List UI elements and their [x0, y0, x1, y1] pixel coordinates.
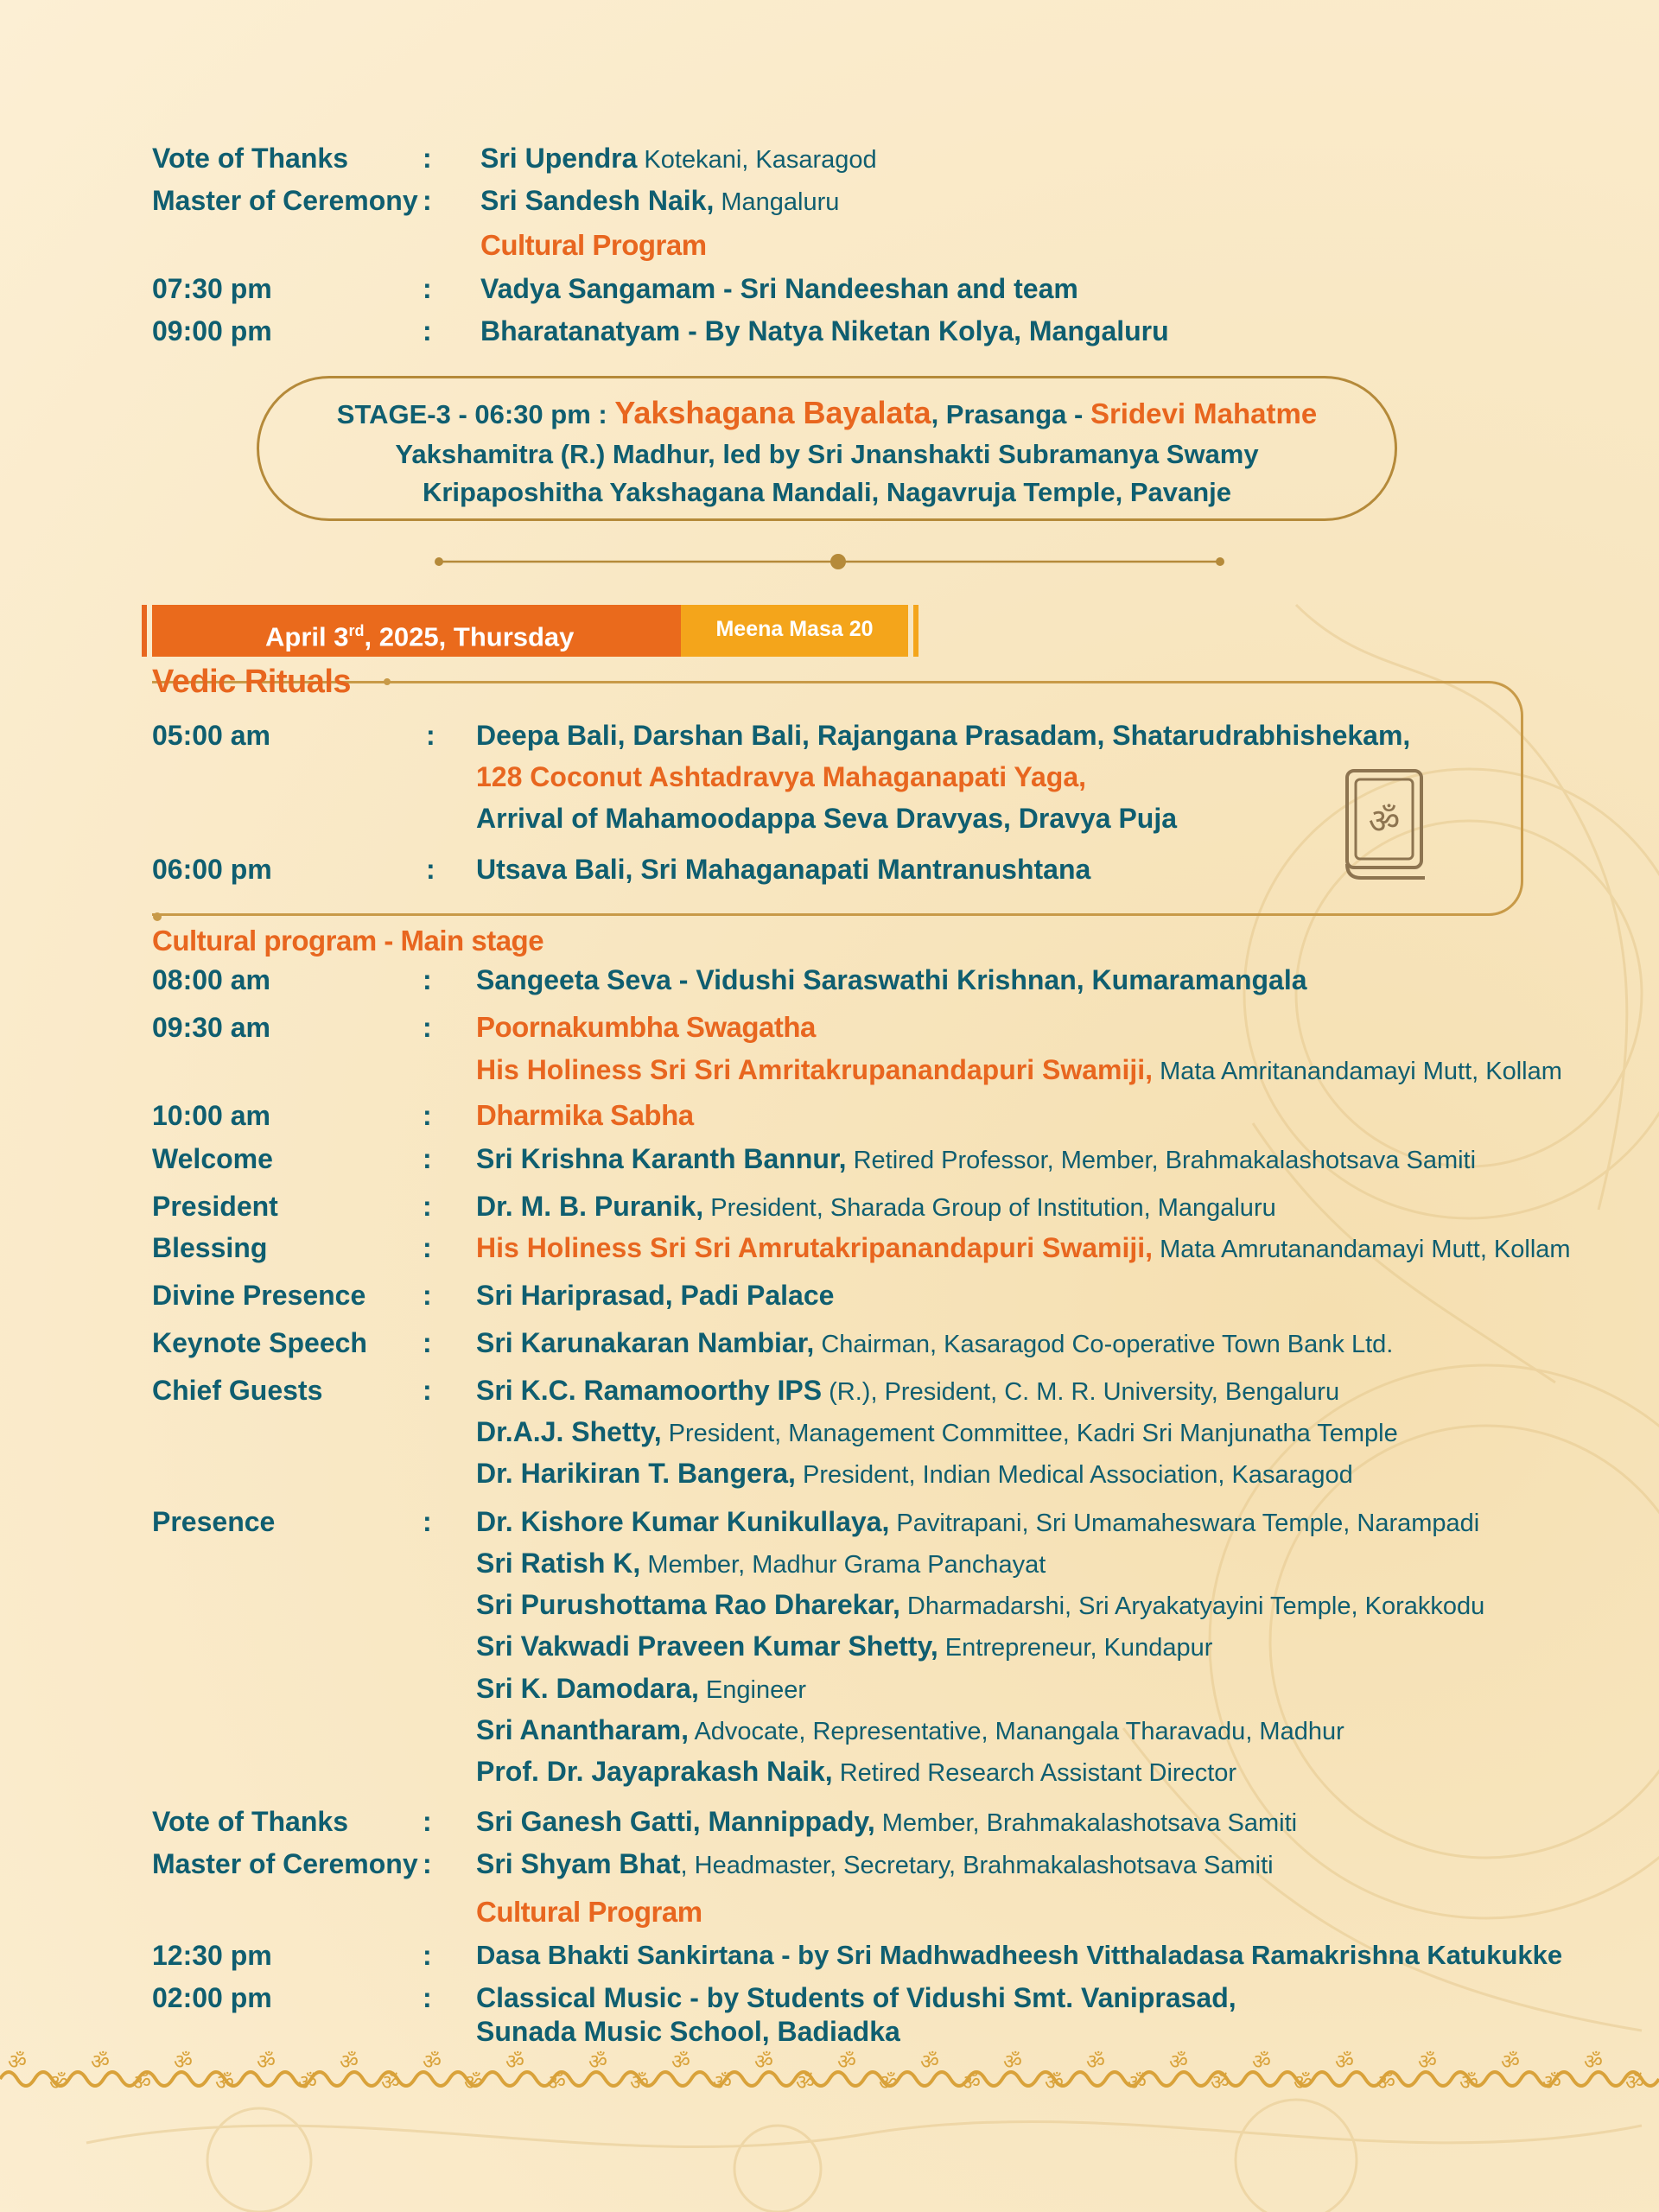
- person-row: [0, 1412, 1659, 1452]
- president-row: [0, 1186, 1659, 1226]
- event-time: 02:00 pm: [152, 1982, 272, 2013]
- event-row: [0, 311, 1659, 351]
- event-row: [0, 1096, 1659, 1135]
- event-text: Bharatanatyam - By Natya Niketan Kolya, Mangaluru: [480, 315, 1169, 346]
- om-glyph: ॐ: [505, 2050, 524, 2074]
- row-label: Divine Presence: [152, 1280, 366, 1311]
- row-value: [476, 1585, 1484, 1626]
- row-value: [476, 1710, 1344, 1751]
- om-glyph: ॐ: [962, 2070, 981, 2094]
- row-value: [476, 1453, 1353, 1495]
- stage3-prasanga: Sridevi Mahatme: [1090, 397, 1318, 429]
- person-detail: Retired Research Assistant Director: [832, 1759, 1237, 1787]
- row-label: Master of Ceremony: [152, 185, 418, 216]
- cultural-program-heading: Cultural Program: [476, 1896, 702, 1928]
- om-glyph: ॐ: [547, 2070, 566, 2094]
- vote-of-thanks-row: [0, 1802, 1659, 1841]
- divider-ornament: [432, 553, 1227, 570]
- om-glyph: ॐ: [1376, 2070, 1395, 2094]
- row-label: Vote of Thanks: [152, 1806, 348, 1837]
- row-separator: :: [423, 1982, 432, 2013]
- person-name: Sri Karunakaran Nambiar,: [476, 1327, 815, 1358]
- person-row: [0, 1669, 1659, 1708]
- om-glyph: ॐ: [879, 2070, 898, 2094]
- event-time: 08:00 am: [152, 964, 270, 995]
- stage3-prefix: STAGE-3 - 06:30 pm :: [336, 399, 615, 429]
- row-separator: :: [423, 1506, 432, 1537]
- stage3-title: Yakshagana Bayalata: [614, 395, 931, 430]
- date-ordinal: rd: [348, 622, 365, 639]
- event-row: [0, 1007, 1659, 1047]
- event-row: [0, 1936, 1659, 1975]
- om-glyph: ॐ: [132, 2070, 151, 2094]
- event-text: Utsava Bali, Sri Mahaganapati Mantranushtana: [476, 854, 1091, 885]
- row-value: [476, 1139, 1476, 1180]
- om-glyph: ॐ: [1169, 2050, 1188, 2074]
- person-detail: Pavitrapani, Sri Umamaheswara Temple, Narampadi: [889, 1510, 1480, 1537]
- row-separator: :: [423, 964, 432, 995]
- row-value: [476, 1751, 1236, 1793]
- stage3-announcement: [257, 376, 1397, 521]
- row-value: [480, 138, 877, 180]
- om-border-band: [0, 2050, 1659, 2094]
- person-row: [0, 1453, 1659, 1493]
- keynote-row: [0, 1323, 1659, 1363]
- person-detail: Entrepreneur, Kundapur: [938, 1634, 1213, 1662]
- person-row: [0, 1751, 1659, 1791]
- person-name: Sri K. Damodara,: [476, 1673, 699, 1704]
- om-glyph: ॐ: [1252, 2050, 1271, 2074]
- row-label: Chief Guests: [152, 1375, 323, 1406]
- om-glyph: ॐ: [1128, 2070, 1147, 2094]
- row-separator: :: [426, 720, 435, 751]
- om-glyph: ॐ: [464, 2070, 483, 2094]
- row-value: [476, 1370, 1339, 1412]
- row-separator: :: [423, 315, 432, 346]
- person-detail: Mangaluru: [714, 188, 840, 216]
- event-heading: Poornakumbha Swagatha: [476, 1011, 816, 1043]
- row-label: Presence: [152, 1506, 276, 1537]
- main-stage-heading-row: [0, 921, 1659, 961]
- event-time: 07:30 pm: [152, 273, 272, 304]
- person-row: [0, 1050, 1659, 1090]
- row-value: [480, 181, 839, 222]
- event-heading: Dharmika Sabha: [476, 1099, 694, 1131]
- vedic-rituals-title: Vedic Rituals: [152, 664, 352, 700]
- om-glyph: ॐ: [671, 2050, 690, 2074]
- om-glyph: ॐ: [8, 2050, 27, 2074]
- presence-row: [0, 1502, 1659, 1541]
- chief-guests-row: [0, 1370, 1659, 1410]
- person-name: His Holiness Sri Sri Amrutakripanandapuri Swamiji,: [476, 1232, 1154, 1263]
- row-separator: :: [423, 1940, 432, 1971]
- row-separator: :: [423, 1232, 432, 1263]
- person-detail: Kotekani, Kasaragod: [637, 146, 877, 174]
- event-time: 05:00 am: [152, 720, 270, 751]
- divine-presence-row: [0, 1275, 1659, 1315]
- event-text: Vadya Sangamam - Sri Nandeeshan and team: [480, 273, 1078, 304]
- person-name: Sri K.C. Ramamoorthy IPS: [476, 1375, 823, 1406]
- om-glyph: ॐ: [257, 2050, 276, 2074]
- om-glyph: ॐ: [91, 2050, 110, 2074]
- row-value: [476, 1844, 1274, 1885]
- row-separator: :: [423, 143, 432, 174]
- om-glyph: ॐ: [588, 2050, 607, 2074]
- event-text: Deepa Bali, Darshan Bali, Rajangana Prasadam, Shatarudrabhishekam,: [476, 720, 1411, 751]
- om-glyph: ॐ: [1459, 2070, 1478, 2094]
- om-glyph: ॐ: [1003, 2050, 1022, 2074]
- row-separator: :: [423, 1100, 432, 1131]
- person-detail: (R.), President, C. M. R. University, Bengaluru: [822, 1378, 1340, 1406]
- row-separator: :: [423, 1191, 432, 1222]
- person-detail: Engineer: [698, 1676, 807, 1704]
- date-banner-edge: [913, 605, 918, 657]
- person-detail: Mata Amrutanandamayi Mutt, Kollam: [1153, 1236, 1571, 1263]
- event-text: Sunada Music School, Badiadka: [476, 2016, 900, 2047]
- person-name: Sri Ganesh Gatti, Mannippady,: [476, 1806, 875, 1837]
- vote-of-thanks-row: [0, 138, 1659, 178]
- row-value: [476, 1626, 1212, 1668]
- row-separator: :: [423, 1280, 432, 1311]
- row-value: [476, 1543, 1046, 1585]
- person-name: Sri Upendra: [480, 143, 638, 174]
- om-glyph: ॐ: [1211, 2070, 1230, 2094]
- om-glyph: ॐ: [1584, 2050, 1603, 2074]
- row-separator: :: [423, 1012, 432, 1043]
- event-time: 09:00 pm: [152, 315, 272, 346]
- om-glyph: ॐ: [174, 2050, 193, 2074]
- person-name: His Holiness Sri Sri Amritakrupanandapuri Swamiji,: [476, 1054, 1154, 1085]
- row-value: [476, 1502, 1479, 1543]
- om-glyph: ॐ: [796, 2070, 815, 2094]
- event-row: [0, 960, 1659, 1000]
- person-detail: Dharmadarshi, Sri Aryakatyayini Temple, Korakkodu: [899, 1592, 1485, 1620]
- date-rest: , 2025, Thursday: [364, 621, 575, 652]
- row-value: [476, 1412, 1398, 1453]
- event-row-cont: [0, 2012, 1659, 2051]
- om-glyph: ॐ: [423, 2050, 442, 2074]
- stage3-line1: [259, 394, 1395, 434]
- stage3-line2: Yakshamitra (R.) Madhur, led by Sri Jnanshakti Subramanya Swamy: [395, 439, 1259, 469]
- person-row: [0, 1626, 1659, 1666]
- person-detail: Member, Madhur Grama Panchayat: [640, 1551, 1046, 1579]
- row-separator: :: [423, 1848, 432, 1879]
- event-time: 12:30 pm: [152, 1940, 272, 1971]
- row-label: President: [152, 1191, 278, 1222]
- row-separator: :: [426, 854, 435, 885]
- person-name: Sri Shyam Bhat: [476, 1848, 681, 1879]
- person-row: [0, 1543, 1659, 1583]
- om-glyph: ॐ: [837, 2050, 856, 2074]
- row-label: Vote of Thanks: [152, 143, 348, 174]
- row-separator: :: [423, 1375, 432, 1406]
- row-value: [476, 1323, 1393, 1364]
- blessing-row: [0, 1228, 1659, 1268]
- om-glyph: ॐ: [49, 2070, 68, 2094]
- row-separator: :: [423, 273, 432, 304]
- stage3-mid: , Prasanga -: [931, 399, 1090, 429]
- event-row: [0, 269, 1659, 308]
- date-text: [265, 605, 574, 663]
- person-name: Sri Vakwadi Praveen Kumar Shetty,: [476, 1630, 938, 1662]
- person-name: Sri Purushottama Rao Dharekar,: [476, 1589, 900, 1620]
- masa-badge: Meena Masa 20: [681, 605, 908, 657]
- row-separator: :: [423, 185, 432, 216]
- event-time: 09:30 am: [152, 1012, 270, 1043]
- person-detail: President, Management Committee, Kadri Sri Manjunatha Temple: [661, 1420, 1398, 1447]
- om-book-icon: [1342, 767, 1428, 884]
- om-glyph: ॐ: [920, 2050, 939, 2074]
- om-glyph: ॐ: [298, 2070, 317, 2094]
- om-glyph: ॐ: [1501, 2050, 1520, 2074]
- row-label: Keynote Speech: [152, 1327, 367, 1358]
- om-glyph: ॐ: [1045, 2070, 1064, 2094]
- cultural-program-heading-row: [0, 1892, 1659, 1932]
- event-time: 06:00 pm: [152, 854, 272, 885]
- person-name: Sri Hariprasad, Padi Palace: [476, 1280, 835, 1311]
- vedic-item: [0, 715, 1659, 755]
- person-name: Sri Ratish K,: [476, 1548, 641, 1579]
- event-time: 10:00 am: [152, 1100, 270, 1131]
- event-text: Sangeeta Seva - Vidushi Saraswathi Krishnan, Kumaramangala: [476, 964, 1307, 995]
- event-text: Arrival of Mahamoodappa Seva Dravyas, Dravya Puja: [476, 803, 1178, 834]
- person-name: Sri Sandesh Naik,: [480, 185, 715, 216]
- welcome-row: [0, 1139, 1659, 1179]
- person-detail: Mata Amritanandamayi Mutt, Kollam: [1153, 1058, 1562, 1085]
- stage3-line3: Kripaposhitha Yakshagana Mandali, Nagavruja Temple, Pavanje: [422, 477, 1232, 507]
- om-glyph: ॐ: [754, 2050, 773, 2074]
- person-name: Sri Anantharam,: [476, 1714, 689, 1745]
- event-text: Classical Music - by Students of Vidushi Smt. Vaniprasad,: [476, 1982, 1236, 2013]
- person-detail: , Headmaster, Secretary, Brahmakalashotsava Samiti: [680, 1852, 1274, 1879]
- om-glyph: ॐ: [340, 2050, 359, 2074]
- person-detail: President, Indian Medical Association, Kasaragod: [795, 1461, 1353, 1489]
- cultural-program-heading: Cultural Program: [480, 229, 707, 261]
- om-glyph: ॐ: [1625, 2070, 1644, 2094]
- person-detail: Retired Professor, Member, Brahmakalashotsava Samiti: [846, 1147, 1477, 1174]
- person-detail: Advocate, Representative, Manangala Tharavadu, Madhur: [688, 1718, 1344, 1745]
- row-label: Blessing: [152, 1232, 268, 1263]
- person-name: Dr. M. B. Puranik,: [476, 1191, 704, 1222]
- om-glyph: ॐ: [1294, 2070, 1313, 2094]
- event-text: Dasa Bhakti Sankirtana - by Sri Madhwadheesh Vitthaladasa Ramakrishna Katukukke: [476, 1940, 1563, 1970]
- person-detail: President, Sharada Group of Institution, Mangaluru: [703, 1194, 1276, 1222]
- master-of-ceremony-row: [0, 1844, 1659, 1884]
- row-separator: :: [423, 1806, 432, 1837]
- row-value: [476, 1186, 1276, 1228]
- cultural-program-heading-row: [0, 226, 1659, 265]
- om-glyph: ॐ: [630, 2070, 649, 2094]
- row-separator: :: [423, 1143, 432, 1174]
- om-glyph: ॐ: [1418, 2050, 1437, 2074]
- date-banner: [142, 605, 919, 657]
- om-glyph: ॐ: [1335, 2050, 1354, 2074]
- row-separator: :: [423, 1327, 432, 1358]
- person-detail: Member, Brahmakalashotsava Samiti: [874, 1809, 1298, 1837]
- row-value: [476, 1050, 1562, 1091]
- row-value: [476, 1802, 1297, 1843]
- person-name: Sri Krishna Karanth Bannur,: [476, 1143, 847, 1174]
- om-glyph: ॐ: [1368, 802, 1401, 842]
- row-label: Master of Ceremony: [152, 1848, 418, 1879]
- person-row: [0, 1710, 1659, 1750]
- om-glyph: ॐ: [1086, 2050, 1105, 2074]
- person-name: Dr.A.J. Shetty,: [476, 1416, 662, 1447]
- date-banner-edge: [142, 605, 147, 657]
- om-glyph: ॐ: [215, 2070, 234, 2094]
- person-name: Dr. Harikiran T. Bangera,: [476, 1458, 796, 1489]
- person-detail: Chairman, Kasaragod Co-operative Town Bank Ltd.: [814, 1331, 1394, 1358]
- event-text-highlight: 128 Coconut Ashtadravya Mahaganapati Yaga,: [476, 761, 1087, 792]
- row-value: [476, 1228, 1571, 1269]
- person-name: Prof. Dr. Jayaprakash Naik,: [476, 1756, 833, 1787]
- master-of-ceremony-row: [0, 181, 1659, 220]
- row-value: [476, 1669, 806, 1710]
- om-glyph: ॐ: [713, 2070, 732, 2094]
- person-name: Dr. Kishore Kumar Kunikullaya,: [476, 1506, 890, 1537]
- om-glyph: ॐ: [1542, 2070, 1561, 2094]
- date-day: April 3: [265, 621, 349, 652]
- main-stage-heading: Cultural program - Main stage: [152, 925, 544, 957]
- row-label: Welcome: [152, 1143, 273, 1174]
- person-row: [0, 1585, 1659, 1624]
- om-glyph: ॐ: [381, 2070, 400, 2094]
